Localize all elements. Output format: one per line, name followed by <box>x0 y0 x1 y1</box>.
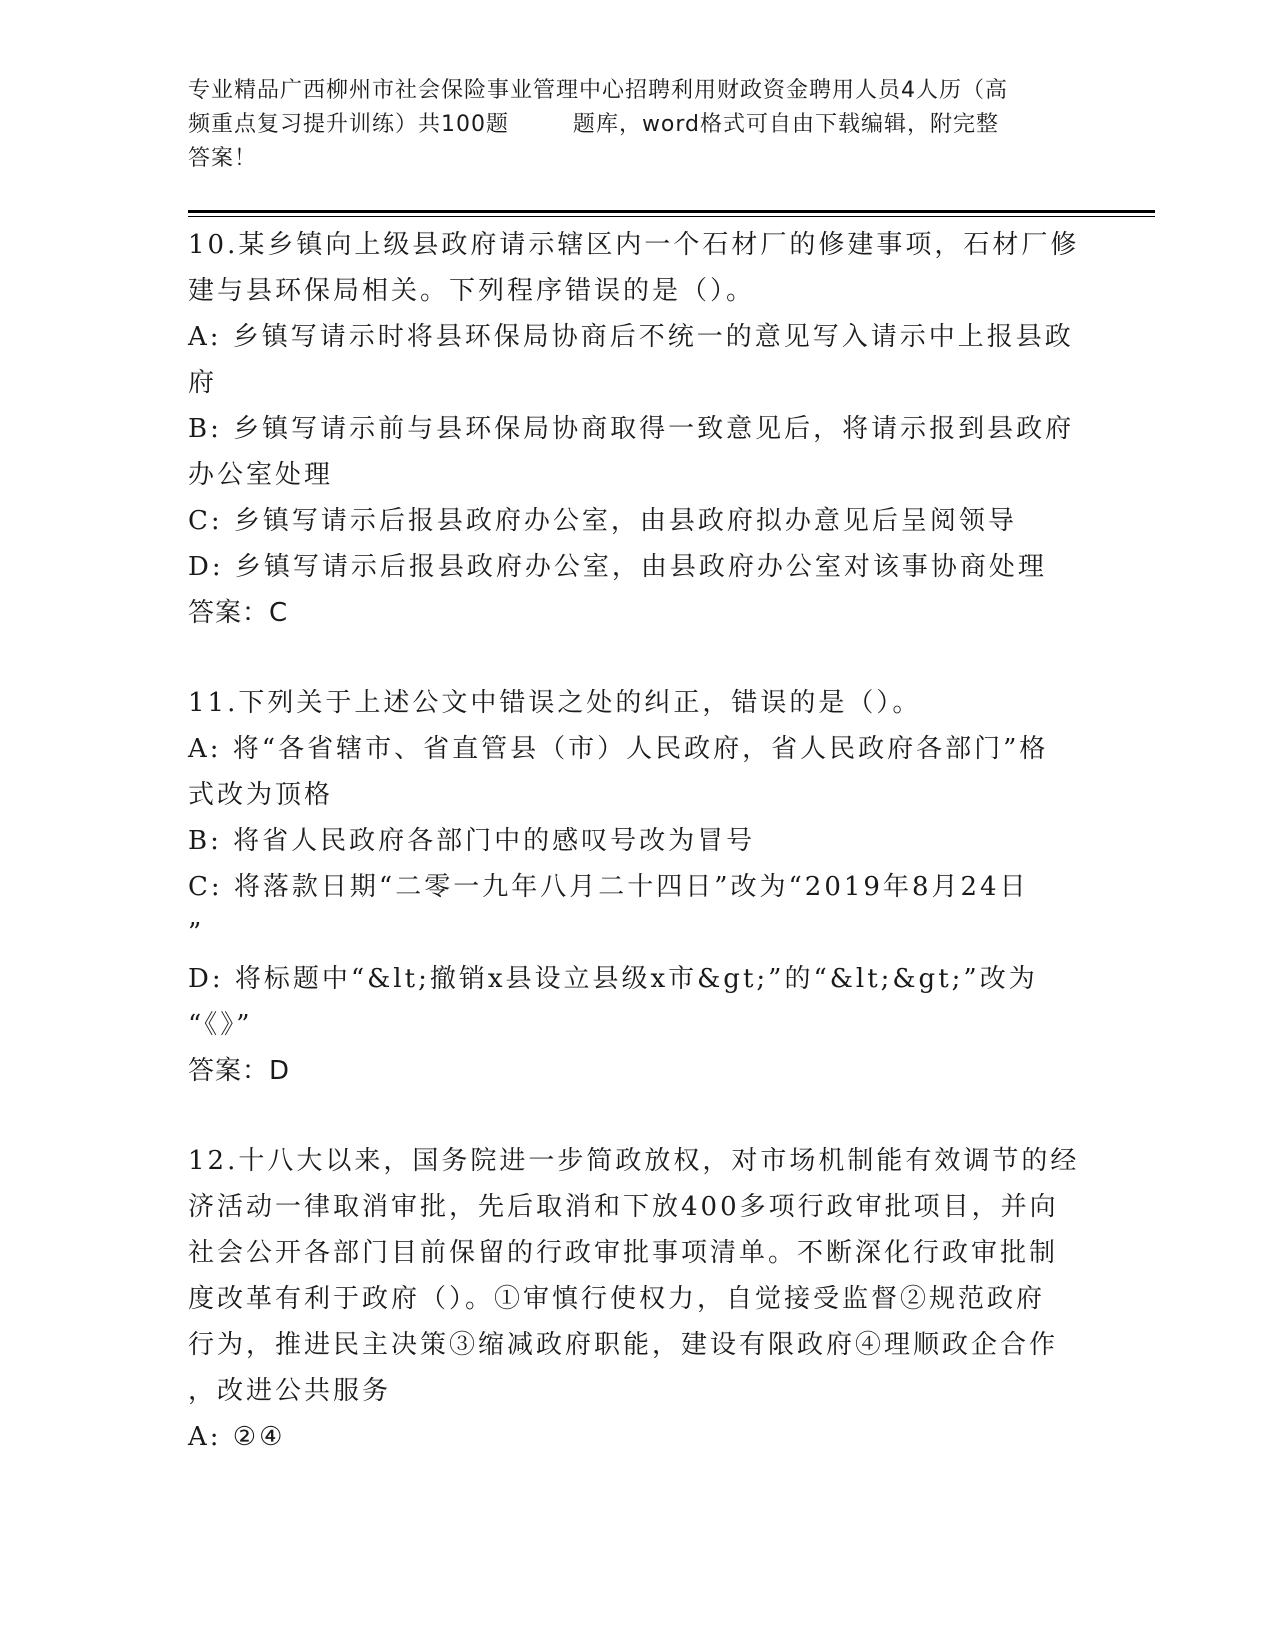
question-stem-line: 社会公开各部门目前保留的行政审批事项清单。不断深化行政审批制 <box>188 1238 1059 1268</box>
document-header <box>188 74 1088 176</box>
question-10 <box>188 222 1088 636</box>
question-12 <box>188 1138 1088 1460</box>
question-stem-line: 济活动一律取消审批，先后取消和下放400多项行政审批项目，并向 <box>188 1192 1059 1222</box>
option-a: A: ②④ <box>188 1422 286 1452</box>
question-stem-line: ，改进公共服务 <box>188 1376 392 1406</box>
question-11 <box>188 680 1088 1094</box>
option-d: D: 将标题中“&lt;撤销x县设立县级x市&gt;”的“&lt;&gt;”改为 <box>188 964 1038 994</box>
header-line: 专业精品广西柳州市社会保险事业管理中心招聘利用财政资金聘用人员4人历（高 <box>188 78 1008 103</box>
answer-text: 答案：D <box>188 1056 291 1086</box>
question-list <box>188 222 1088 1460</box>
question-stem-line: 度改革有利于政府（）。①审慎行使权力，自觉接受监督②规范政府 <box>188 1284 1046 1314</box>
spacer <box>188 636 1088 680</box>
header-divider-thin <box>188 216 1155 217</box>
question-stem-line: 12.十八大以来，国务院进一步简政放权，对市场机制能有效调节的经 <box>188 1146 1080 1176</box>
option-d-continued: “《》” <box>188 1010 253 1040</box>
option-c: C: 乡镇写请示后报县政府办公室，由县政府拟办意见后呈阅领导 <box>188 506 1017 536</box>
question-stem-line: 建与县环保局相关。下列程序错误的是（）。 <box>188 276 756 306</box>
option-a-continued: 府 <box>188 368 218 398</box>
answer-text: 答案：C <box>188 598 289 628</box>
header-line: 答案！ <box>188 146 258 171</box>
option-c: C: 将落款日期“二零一九年八月二十四日”改为“2019年8月24日 <box>188 872 1029 902</box>
option-b: B: 将省人民政府各部门中的感叹号改为冒号 <box>188 826 756 856</box>
option-a: A: 将“各省辖市、省直管县（市）人民政府，省人民政府各部门”格 <box>188 734 1049 764</box>
option-a: A: 乡镇写请示时将县环保局协商后不统一的意见写入请示中上报县政 <box>188 322 1074 352</box>
question-stem-line: 10.某乡镇向上级县政府请示辖区内一个石材厂的修建事项，石材厂修 <box>188 230 1080 260</box>
header-divider-thick <box>188 210 1155 213</box>
question-stem-line: 11.下列关于上述公文中错误之处的纠正，错误的是（）。 <box>188 688 922 718</box>
question-stem-line: 行为，推进民主决策③缩减政府职能，建设有限政府④理顺政企合作 <box>188 1330 1059 1360</box>
option-b-continued: 办公室处理 <box>188 460 334 490</box>
option-d: D: 乡镇写请示后报县政府办公室，由县政府办公室对该事协商处理 <box>188 552 1047 582</box>
option-a-continued: 式改为顶格 <box>188 780 334 810</box>
header-line: 频重点复习提升训练）共100题 题库，word格式可自由下载编辑，附完整 <box>188 112 1000 137</box>
spacer <box>188 1094 1088 1138</box>
option-b: B: 乡镇写请示前与县环保局协商取得一致意见后，将请示报到县政府 <box>188 414 1075 444</box>
option-c-continued: ” <box>188 918 205 948</box>
